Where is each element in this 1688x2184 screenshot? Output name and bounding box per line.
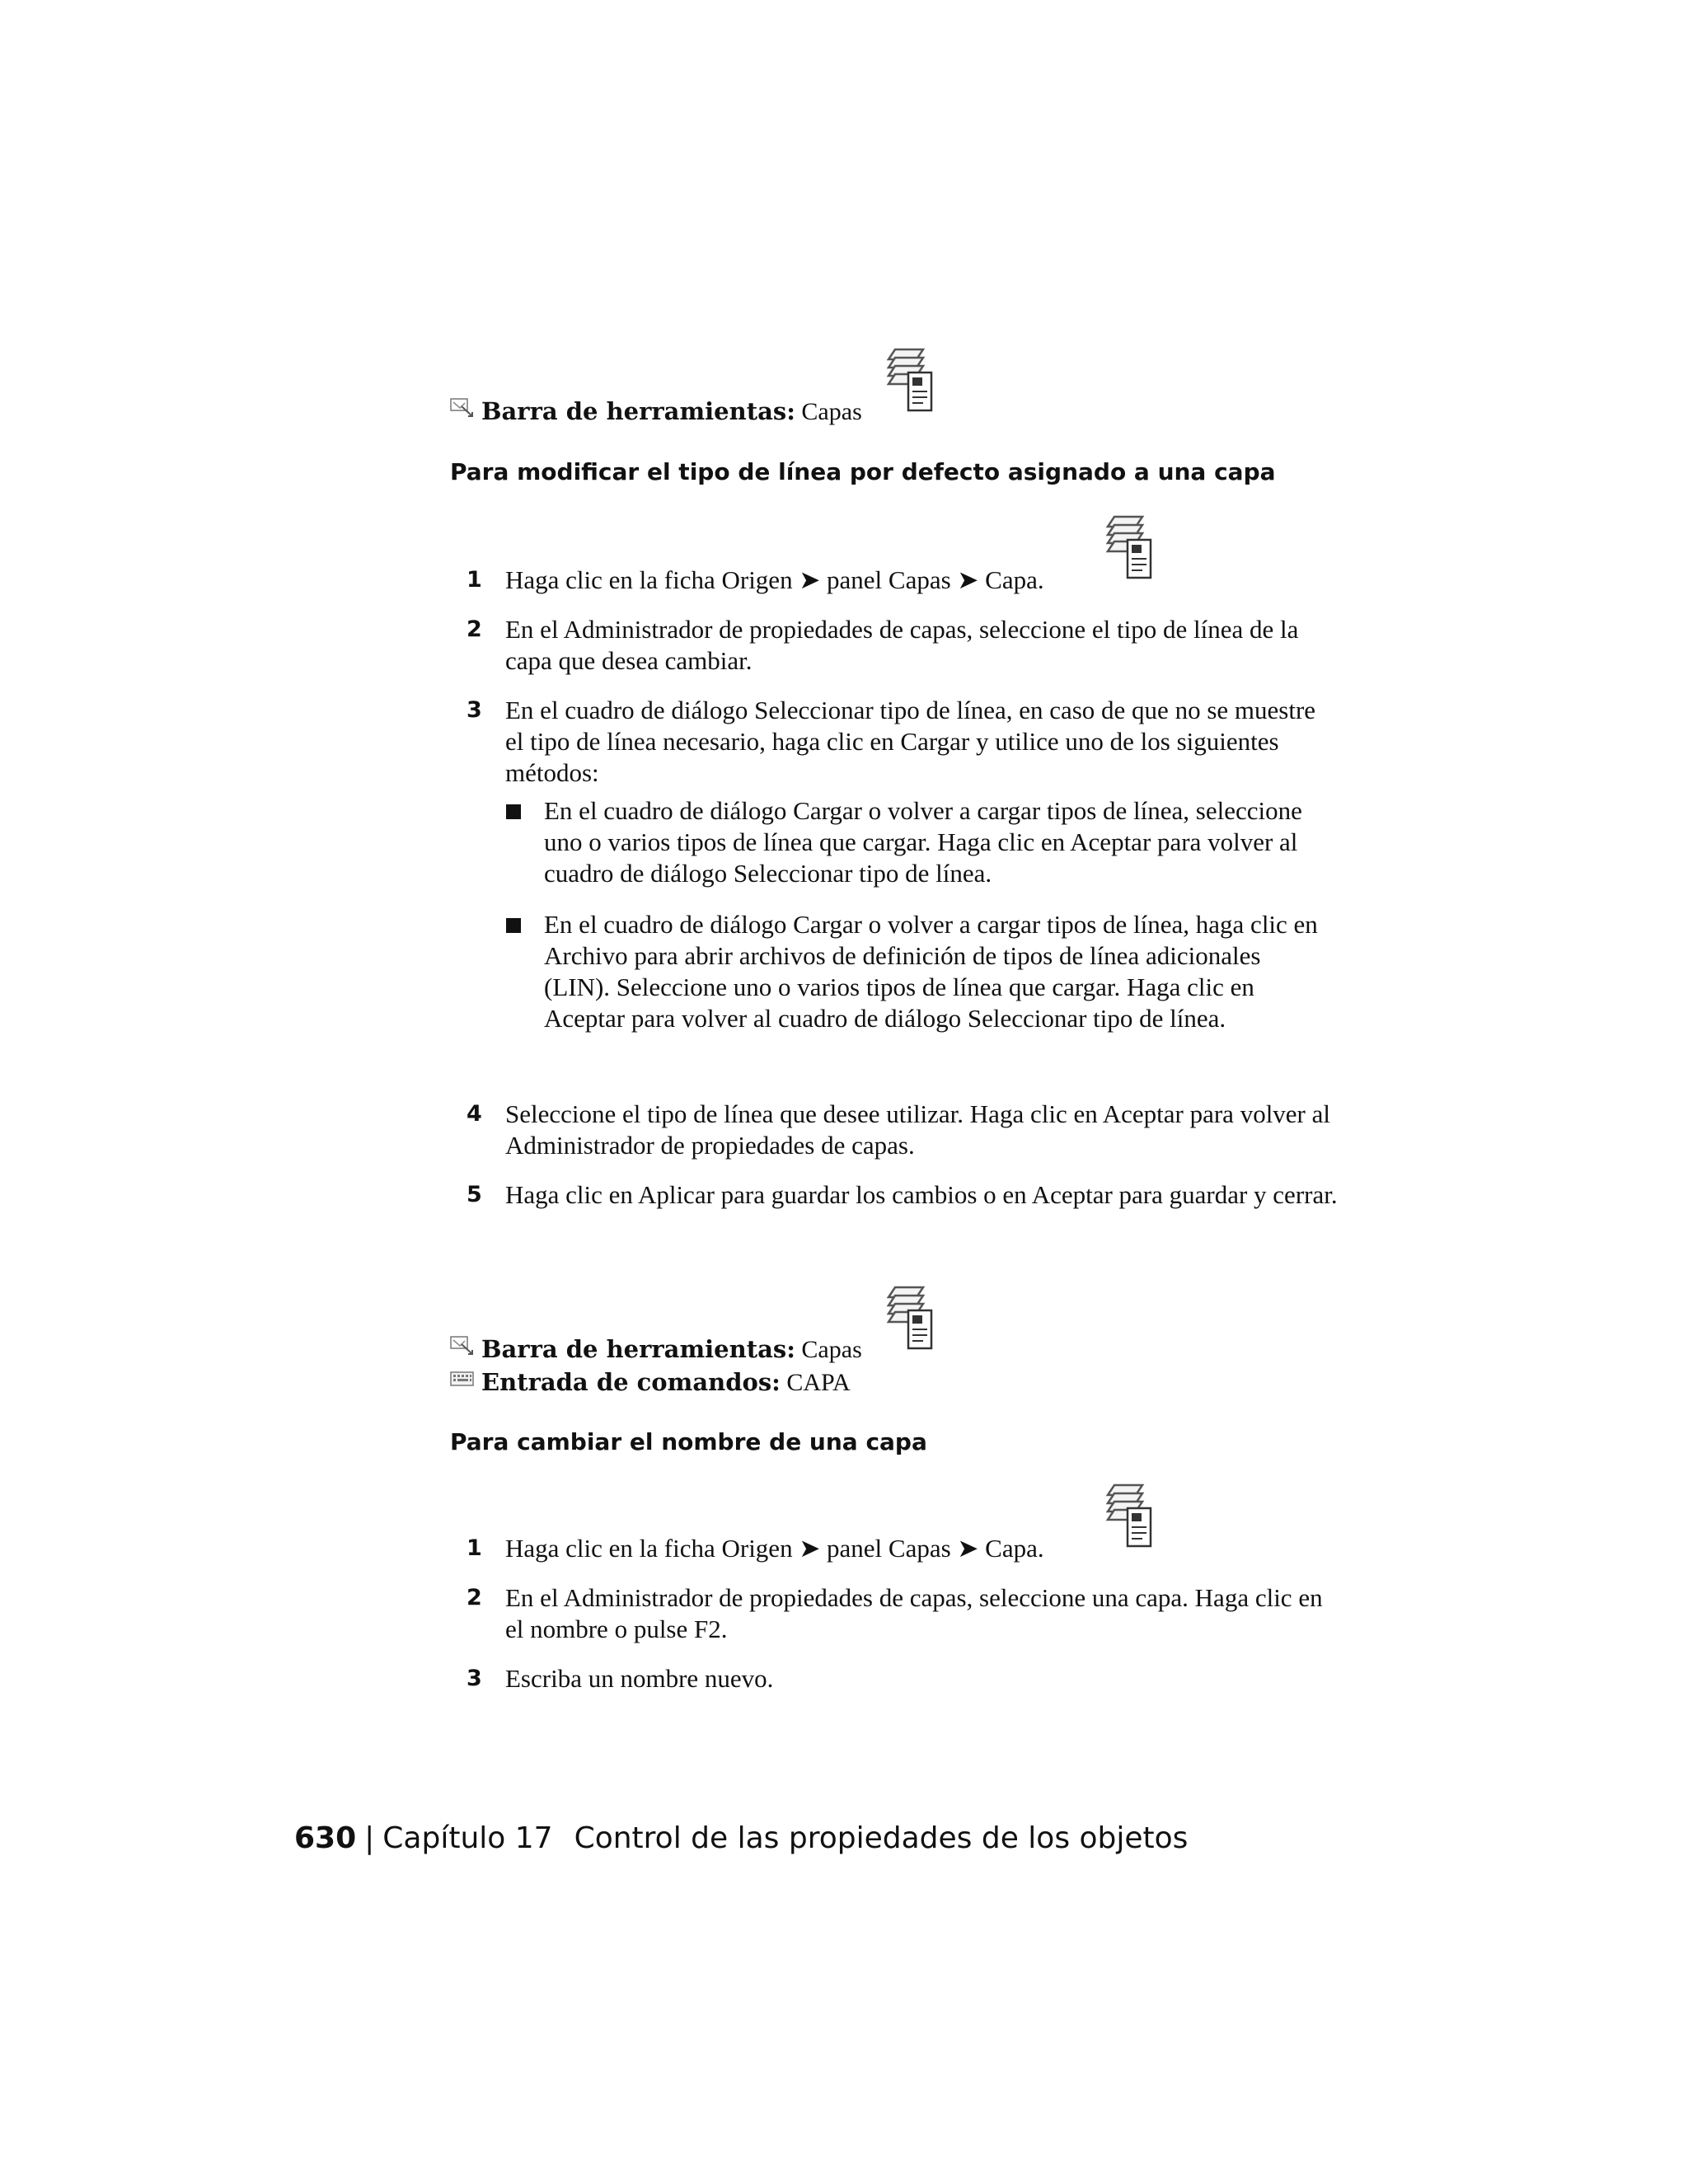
layer-properties-icon	[882, 1284, 935, 1353]
step-number: 2	[467, 616, 482, 642]
step-text: Haga clic en la ficha Origen ➤ panel Capas ➤ Capa.	[505, 1534, 1044, 1563]
toolbar-icon	[450, 396, 475, 418]
bullet-marker	[506, 918, 521, 933]
section2-heading: Para cambiar el nombre de una capa	[450, 1428, 927, 1455]
toolbar-icon	[450, 1334, 475, 1356]
step-text: En el Administrador de propiedades de capas, seleccione una capa. Haga clic en el nombre o pulse F2.	[505, 1583, 1323, 1643]
command-line	[481, 1366, 851, 1399]
toolbar-line	[481, 1333, 862, 1366]
toolbar-line	[481, 396, 862, 428]
page-number: 630	[294, 1821, 357, 1855]
layer-properties-icon	[1101, 1482, 1154, 1551]
step-text: En el cuadro de diálogo Seleccionar tipo de línea, en caso de que no se muestre el tipo de línea necesario, haga clic en Cargar y utilice uno de los siguientes métodos:	[505, 696, 1316, 787]
step-number: 3	[467, 1666, 482, 1691]
command-value: CAPA	[786, 1369, 851, 1396]
keyboard-icon	[450, 1368, 475, 1390]
section1-heading: Para modificar el tipo de línea por defecto asignado a una capa	[450, 458, 1276, 485]
step-number: 3	[467, 697, 482, 723]
toolbar-value: Capas	[801, 1336, 862, 1363]
bullet-text: En el cuadro de diálogo Cargar o volver a cargar tipos de línea, seleccione uno o varios tipos de línea que cargar. Haga clic en Aceptar para volver al cuadro de diálogo Seleccionar tipo de línea.	[544, 796, 1302, 888]
step-number: 4	[467, 1101, 482, 1127]
toolbar-label: Barra de herramientas:	[481, 1335, 795, 1363]
footer-separator: |	[364, 1821, 375, 1855]
step-text: Seleccione el tipo de línea que desee utilizar. Haga clic en Aceptar para volver al Administrador de propiedades de capas.	[505, 1099, 1331, 1160]
toolbar-label: Barra de herramientas:	[481, 397, 795, 425]
step-text: Haga clic en Aplicar para guardar los cambios o en Aceptar para guardar y cerrar.	[505, 1180, 1338, 1209]
bullet-marker	[506, 804, 521, 819]
bullet-text: En el cuadro de diálogo Cargar o volver a cargar tipos de línea, haga clic en Archivo para abrir archivos de definición de tipos de línea adicionales (LIN). Seleccione uno o varios tipos de línea que cargar. Haga clic en Aceptar para volver al cuadro de diálogo Seleccionar tipo de línea.	[544, 910, 1318, 1033]
step-number: 1	[467, 567, 482, 593]
step-number: 2	[467, 1585, 482, 1610]
toolbar-value: Capas	[801, 398, 862, 425]
chapter-title: Control de las propiedades de los objetos	[574, 1821, 1189, 1855]
step-text: En el Administrador de propiedades de capas, seleccione el tipo de línea de la capa que desea cambiar.	[505, 615, 1299, 675]
step-text: Haga clic en la ficha Origen ➤ panel Capas ➤ Capa.	[505, 565, 1044, 594]
step-text: Escriba un nombre nuevo.	[505, 1664, 774, 1693]
layer-properties-icon	[882, 346, 935, 415]
step-number: 1	[467, 1535, 482, 1561]
page-footer	[294, 1821, 1188, 1855]
step-number: 5	[467, 1182, 482, 1207]
chapter-label: Capítulo 17	[382, 1821, 553, 1855]
layer-properties-icon	[1101, 513, 1154, 583]
command-label: Entrada de comandos:	[481, 1368, 781, 1396]
